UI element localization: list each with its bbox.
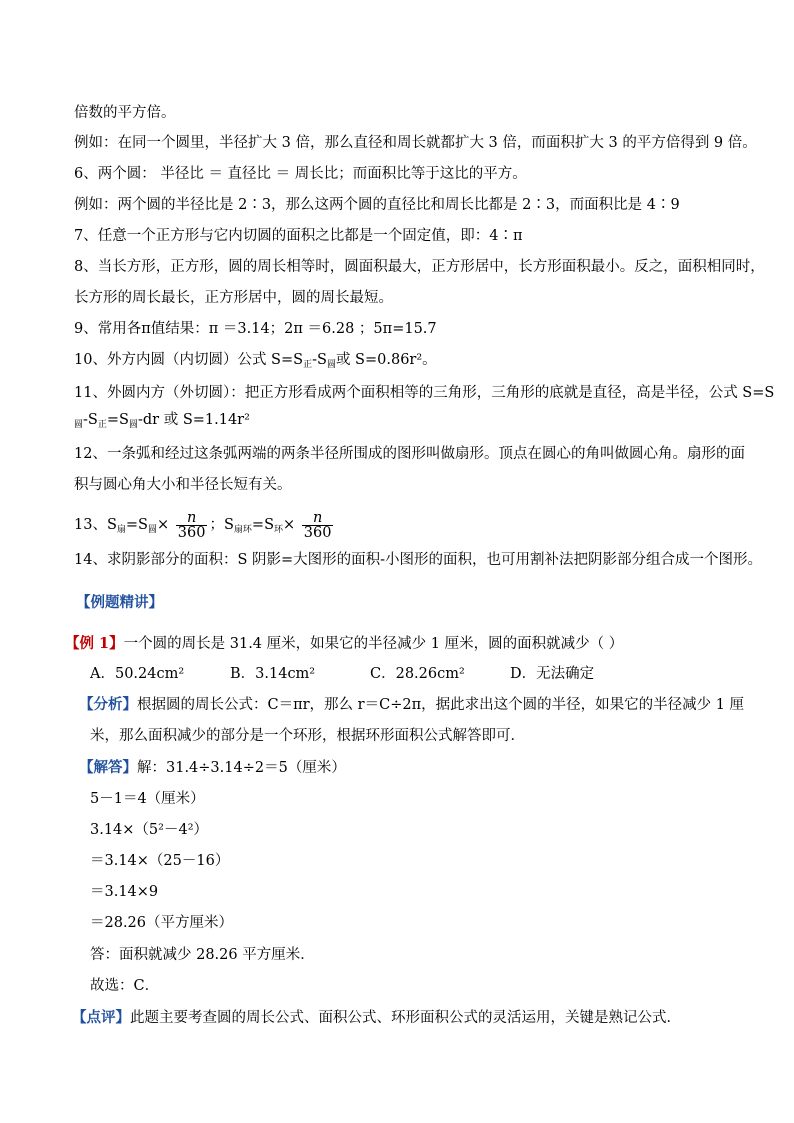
- formula-line-10: [74, 350, 437, 375]
- text-line: 9、常用各π值结果：π ＝3.14；2π ＝6.28 ；5π=15.7: [74, 321, 437, 337]
- text: -S: [312, 352, 327, 368]
- option-a: A．50.24cm²: [90, 666, 185, 682]
- option-d: D．无法确定: [510, 666, 595, 682]
- text: 13、S: [74, 517, 117, 533]
- text-line: 6、两个圆： 半径比 ＝ 直径比 ＝ 周长比；而面积比等于这比的平方。: [74, 166, 527, 182]
- solution-step: 3.14×（5²－4²）: [90, 822, 209, 838]
- text: -S: [83, 412, 98, 428]
- subscript: 扇: [116, 525, 126, 535]
- subscript: 环: [274, 525, 284, 535]
- subscript: 扇环: [233, 525, 252, 535]
- text: ；S: [209, 517, 234, 533]
- fraction-numerator: n: [176, 511, 208, 526]
- subscript: 圆: [74, 420, 84, 430]
- option-c: C．28.26cm²: [370, 666, 465, 682]
- text-line: 14、求阴影部分的面积：S 阴影=大图形的面积-小图形的面积，也可用割补法把阴影部分组合成一个图形。: [74, 552, 763, 568]
- text-line: 积与圆心角大小和半径长短有关。: [74, 477, 292, 493]
- example-tag: 【例 1】: [65, 635, 124, 652]
- section-title: 【例题精讲】: [76, 594, 163, 611]
- text: =S: [251, 517, 275, 533]
- subscript: 圆: [326, 360, 336, 370]
- fraction-denominator: 360: [303, 524, 332, 541]
- text-line: 长方形的周长最长，正方形居中，圆的周长最短。: [74, 290, 393, 306]
- subscript: 正: [303, 360, 313, 370]
- solution-step: ＝3.14×9: [90, 884, 159, 900]
- subscript: 圆: [148, 525, 158, 535]
- text-line: 8、当长方形，正方形，圆的周长相等时，圆面积最大，正方形居中，长方形面积最小。反之，面积相同时，: [74, 259, 765, 275]
- subscript: 正: [97, 420, 107, 430]
- text: =S: [106, 412, 129, 428]
- solution-step: ＝28.26（平方厘米）: [90, 915, 234, 931]
- analysis-line: 米，那么面积减少的部分是一个环形，根据环形面积公式解答即可．: [90, 728, 525, 744]
- analysis-line: [79, 695, 744, 715]
- answer-tag: 【解答】: [79, 759, 137, 776]
- options-row: [90, 664, 650, 684]
- text-line: 倍数的平方倍。: [74, 105, 176, 121]
- comment-text: 此题主要考查圆的周长公式、面积公式、环形面积公式的灵活运用，关键是熟记公式．: [130, 1010, 681, 1026]
- solution-step: 故选：C．: [90, 978, 160, 994]
- answer-line: [79, 758, 346, 778]
- text-line: 例如：在同一个圆里，半径扩大 3 倍，那么直径和周长就都扩大 3 倍，而面积扩大 3 的平方倍得到 9 倍。: [74, 135, 757, 151]
- analysis-tag: 【分析】: [79, 696, 137, 713]
- text: ×: [157, 517, 170, 533]
- text-line: 7、任意一个正方形与它内切圆的面积之比都是一个固定值，即：4∶π: [74, 228, 523, 244]
- formula-line-11: [74, 410, 250, 435]
- text: =S: [125, 517, 148, 533]
- comment-line: [72, 1008, 681, 1028]
- text: 或 S=0.86r²。: [335, 352, 437, 368]
- option-b: B．3.14cm²: [230, 666, 316, 682]
- fraction: [176, 511, 208, 540]
- comment-tag: 【点评】: [72, 1009, 130, 1026]
- question-text: 一个圆的周长是 31.4 厘米，如果它的半径减少 1 厘米，圆的面积就减少（ ）: [123, 636, 624, 652]
- text: ×: [283, 517, 296, 533]
- text-line: 例如：两个圆的半径比是 2∶3，那么这两个圆的直径比和周长比都是 2∶3，而面积比是 4∶9: [74, 197, 680, 213]
- fraction-numerator: n: [302, 511, 334, 526]
- example-question: [65, 634, 623, 654]
- text: 10、外方内圆（内切圆）公式 S=S: [74, 352, 304, 368]
- formula-line-13: [74, 505, 335, 550]
- text-line: 11、外圆内方（外切圆）：把正方形看成两个面积相等的三角形，三角形的底就是直径，高是半径，公式 S=S: [74, 385, 775, 401]
- subscript: 圆: [128, 420, 138, 430]
- analysis-text: 根据圆的周长公式：C＝πr，那么 r＝C÷2π，据此求出这个圆的半径，如果它的半径减少 1 厘: [137, 697, 745, 713]
- solution-step: 答：面积就减少 28.26 平方厘米．: [90, 947, 315, 963]
- text-line: 12、一条弧和经过这条弧两端的两条半径所围成的图形叫做扇形。顶点在圆心的角叫做圆心角。扇形的面: [74, 446, 745, 462]
- fraction-denominator: 360: [177, 524, 206, 541]
- fraction: [302, 511, 334, 540]
- answer-text: 解：31.4÷3.14÷2＝5（厘米）: [137, 760, 346, 776]
- text: -dr 或 S=1.14r²: [137, 412, 250, 428]
- solution-step: ＝3.14×（25－16）: [90, 853, 230, 869]
- solution-step: 5－1＝4（厘米）: [90, 791, 205, 807]
